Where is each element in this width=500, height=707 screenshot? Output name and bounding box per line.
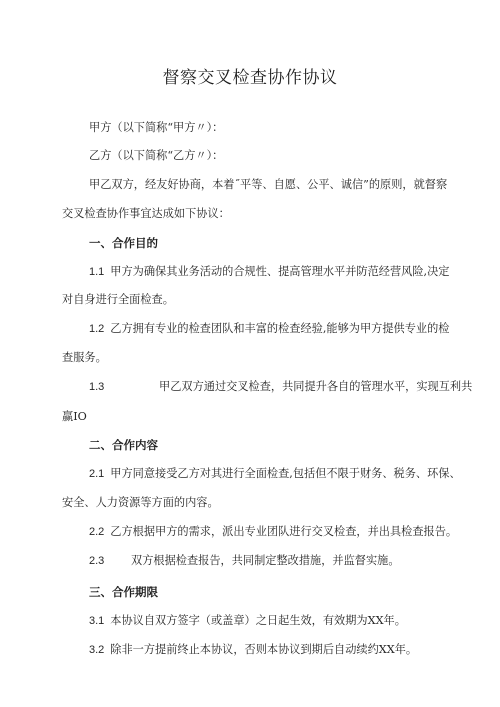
clause-text: 除非一方提前终止本协议，否则本协议到期后自动续约XX年。 (110, 643, 418, 656)
clause-text: 甲方为确保其业务活动的合规性、提高管理水平并防范经营风险,决定 (110, 265, 450, 278)
clause-text: 甲乙双方通过交叉检查，共同提升各自的管理水平，实现互利共 (159, 380, 473, 393)
clause-number: 3.2 (89, 644, 105, 656)
clause-number: 1.1 (89, 266, 105, 278)
clause-number: 2.1 (89, 468, 105, 480)
clause-text: 乙方拥有专业的检查团队和丰富的检查经验,能够为甲方提供专业的检 (110, 322, 450, 335)
clause-1-3-cont: 赢IO (62, 410, 87, 423)
clause-2-1-cont: 安全、人力资源等方面的内容。 (62, 496, 219, 509)
clause-1-1 (89, 265, 450, 279)
clause-number: 1.3 (89, 381, 105, 393)
clause-number: 2.3 (89, 555, 105, 567)
clause-number: 3.1 (89, 615, 105, 627)
document-title: 督察交叉检查协作协议 (162, 68, 338, 88)
clause-number: 2.2 (89, 526, 105, 538)
clause-text: 甲方同意接受乙方对其进行全面检查,包括但不限于财务、税务、环保、 (110, 467, 461, 480)
clause-text: 本协议自双方签字（或盖章）之日起生效，有效期为XX年。 (110, 614, 406, 627)
party-b-line: 乙方（以下简称“乙方〃）： (89, 149, 224, 162)
clause-3-1 (89, 614, 406, 628)
section-heading-1: 一、合作目的 (89, 236, 158, 250)
section-heading-2: 二、合作内容 (89, 438, 158, 452)
intro-line-2: 交叉检查协作事宜达成如下协议： (62, 207, 230, 220)
intro-line-1: 甲乙双方，经友好协商，本着˝平等、自愿、公平、诚信”的原则，就督察 (89, 178, 448, 191)
clause-text: 乙方根据甲方的需求，派出专业团队进行交叉检查，并出具检查报告。 (110, 525, 458, 538)
clause-1-2 (89, 322, 450, 336)
party-a-line: 甲方（以下简称“甲方〃）： (89, 121, 224, 134)
clause-3-2 (89, 643, 417, 657)
clause-1-2-cont: 查服务。 (62, 351, 107, 364)
clause-number: 1.2 (89, 323, 105, 335)
clause-2-2 (89, 525, 458, 539)
clause-2-3 (89, 554, 400, 568)
clause-1-3 (89, 380, 472, 394)
clause-1-1-cont: 对自身进行全面检查。 (62, 293, 174, 306)
clause-text: 双方根据检查报告，共同制定整改措施，并监督实施。 (131, 554, 400, 567)
clause-2-1 (89, 467, 461, 481)
section-heading-3: 三、合作期限 (89, 585, 158, 599)
